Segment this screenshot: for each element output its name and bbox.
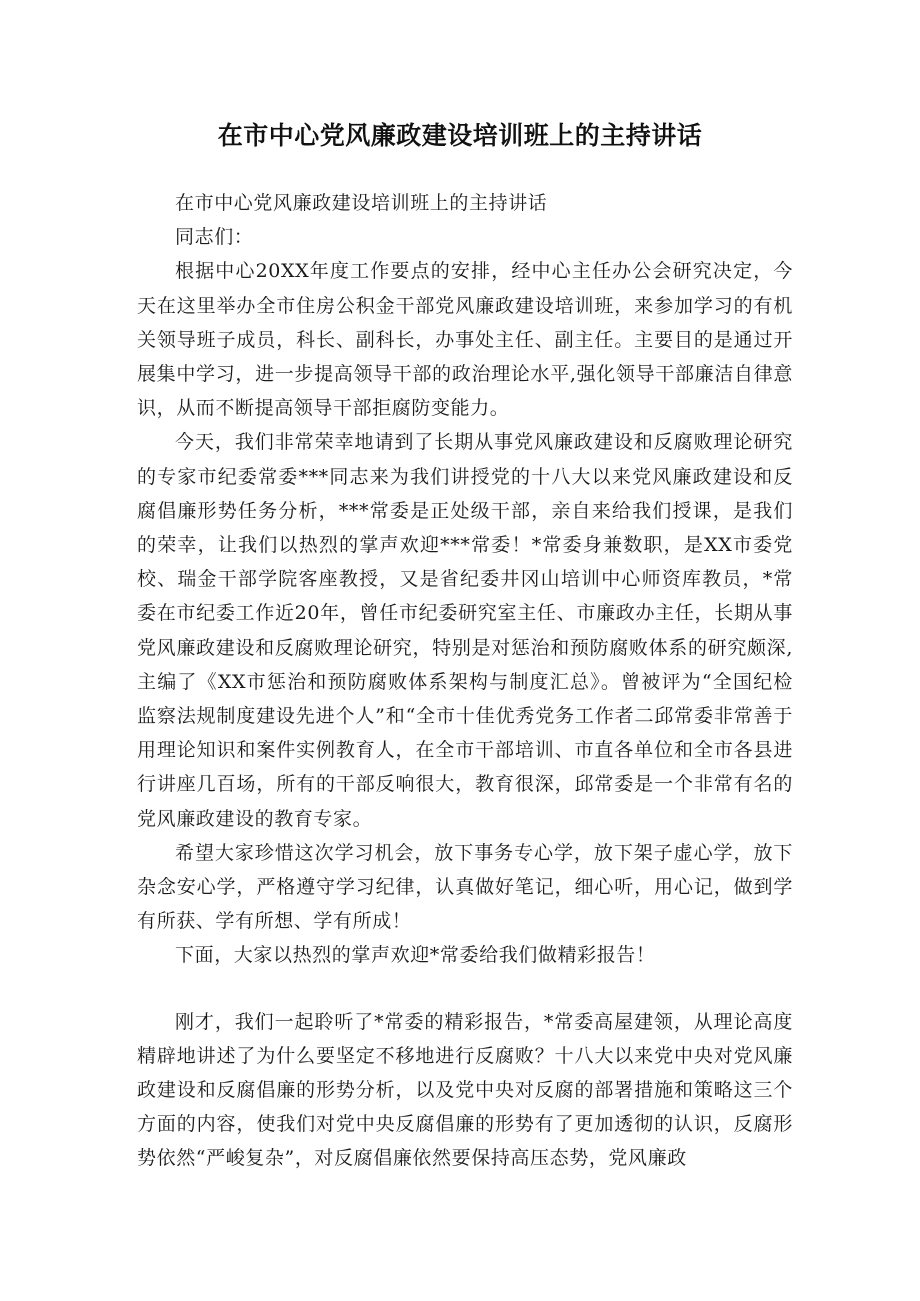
body-paragraph: 根据中心20XX年度工作要点的安排，经中心主任办公会研究决定，今天在这里举办全市住房公积金干部党风廉政建设培训班，来参加学习的有机关领导班子成员，科长、副科长，办事处主任、副主任。主要目的是通过开展集中学习，进一步提高领导干部的政治理论水平,强化领导干部廉洁自律意识，从而不断提高领导干部拒腐防变能力。: [137, 260, 793, 420]
body-paragraph: 下面，大家以热烈的掌声欢迎*常委给我们做精彩报告！: [175, 944, 656, 967]
document-title: 在市中心党风廉政建设培训班上的主持讲话: [217, 121, 703, 150]
body-paragraph: 希望大家珍惜这次学习机会，放下事务专心学，放下架子虚心学，放下杂念安心学，严格遵守学习纪律，认真做好笔记，细心听，用心记，做到学有所获、学有所想、学有所成！: [137, 841, 793, 933]
salutation-paragraph: 同志们：: [175, 226, 254, 249]
body-paragraph: 刚才，我们一起聆听了*常委的精彩报告，*常委高屋建领，从理论高度精辟地讲述了为什么要坚定不移地进行反腐败？十八大以来党中央对党风廉政建设和反腐倡廉的形势分析，以及党中央对反腐的部署措施和策略这三个方面的内容，使我们对党中央反腐倡廉的形势有了更加透彻的认识，反腐形势依然“严峻复杂”，对反腐倡廉依然要保持高压态势，党风廉政: [137, 1010, 793, 1170]
document-body: [137, 186, 793, 1176]
body-paragraph: 今天，我们非常荣幸地请到了长期从事党风廉政建设和反腐败理论研究的专家市纪委常委***同志来为我们讲授党的十八大以来党风廉政建设和反腐倡廉形势任务分析，***常委是正处级干部，亲自来给我们授课，是我们的荣幸，让我们以热烈的掌声欢迎***常委！*常委身兼数职，是XX市委党校、瑞金干部学院客座教授，又是省纪委井冈山培训中心师资库教员，*常委在市纪委工作近20年，曾任市纪委研究室主任、市廉政办主任，长期从事党风廉政建设和反腐败理论研究，特别是对惩治和预防腐败体系的研究颇深,主编了《XX市惩治和预防腐败体系架构与制度汇总》。曾被评为“全国纪检监察法规制度建设先进个人”和“全市十佳优秀党务工作者二邱常委非常善于用理论知识和案件实例教育人，在全市干部培训、市直各单位和全市各县进行讲座几百场，所有的干部反响很大，教育很深，邱常委是一个非常有名的党风廉政建设的教育专家。: [137, 431, 793, 830]
subtitle-paragraph: 在市中心党风廉政建设培训班上的主持讲话: [175, 192, 548, 214]
